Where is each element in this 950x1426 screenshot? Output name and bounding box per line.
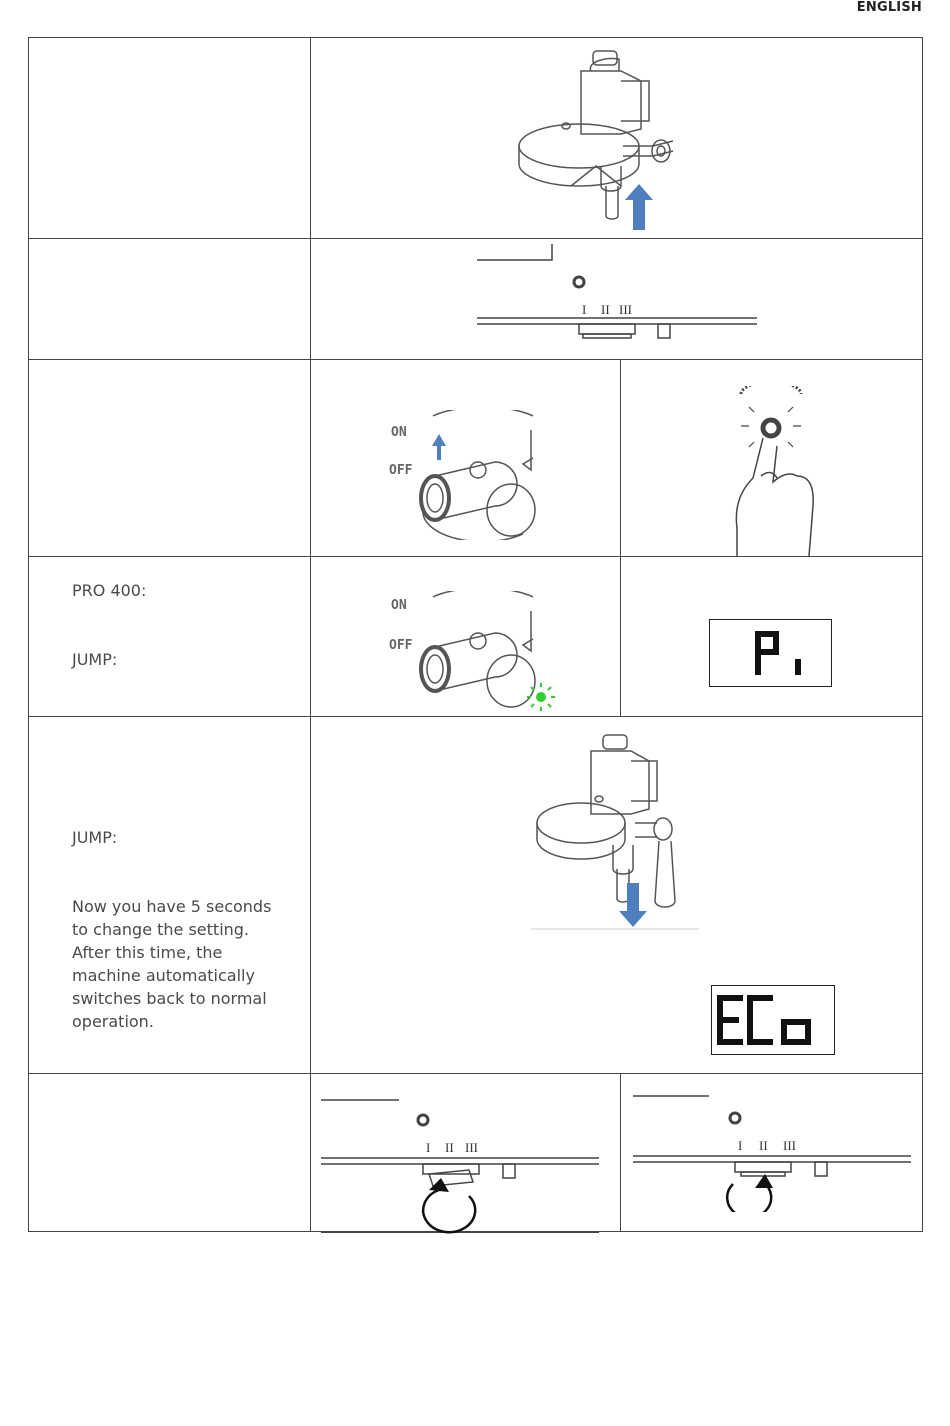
on-label: ON	[391, 598, 407, 613]
position-ii: II	[601, 302, 610, 317]
green-led-icon	[527, 683, 555, 711]
step-3-switch-cell	[311, 360, 621, 557]
instruction-line: to change the setting.	[72, 920, 250, 939]
step-4-display-cell	[621, 557, 923, 717]
position-ii: II	[445, 1140, 454, 1155]
step-1-figure-cell	[311, 38, 923, 239]
step-3-text-cell	[29, 360, 311, 557]
position-iii: III	[619, 302, 632, 317]
arrow-up-icon	[625, 184, 653, 230]
step-4-switch-cell	[311, 557, 621, 717]
step-3-button-cell	[621, 360, 923, 557]
instruction-line: Now you have 5 seconds	[72, 897, 272, 916]
instruction-line: switches back to normal	[72, 989, 267, 1008]
control-panel-switch-figure	[475, 242, 765, 350]
switch-rotate-right-figure	[631, 1092, 913, 1212]
instruction-line: machine automatically	[72, 966, 255, 985]
instruction-line: After this time, the	[72, 943, 223, 962]
arrow-down-icon	[619, 883, 647, 927]
instruction-text	[72, 895, 271, 1033]
step-2-figure-cell	[311, 239, 923, 360]
display-p1-segments	[710, 620, 830, 685]
display-eco-segments	[712, 986, 834, 1054]
off-label: OFF	[389, 638, 413, 653]
position-i: I	[582, 302, 587, 317]
button-press-figure	[721, 386, 831, 556]
switch-rotate-left-figure	[319, 1094, 601, 1234]
step-row-5	[29, 717, 923, 1074]
model-pro400-label: PRO 400:	[72, 581, 147, 600]
group-head-lever-down-figure	[531, 733, 701, 933]
step-6-rotate-right-cell	[621, 1074, 923, 1232]
step-row-2	[29, 239, 923, 360]
power-switch-led-figure	[383, 591, 563, 713]
display-eco	[711, 985, 835, 1055]
step-6-text-cell	[29, 1074, 311, 1232]
on-label: ON	[391, 425, 407, 440]
language-label: ENGLISH	[856, 0, 922, 15]
step-row-6	[29, 1074, 923, 1232]
arrow-up-icon	[432, 434, 446, 460]
step-row-3	[29, 360, 923, 557]
model-jump-label: JUMP:	[72, 650, 118, 669]
step-2-text-cell	[29, 239, 311, 360]
model-jump-label: JUMP:	[72, 828, 118, 847]
power-switch-on-figure	[383, 410, 553, 540]
instruction-line: operation.	[72, 1012, 154, 1031]
step-5-text-cell	[29, 717, 311, 1074]
step-row-1	[29, 38, 923, 239]
display-p1	[709, 619, 832, 687]
off-label: OFF	[389, 463, 413, 478]
position-ii: II	[759, 1138, 768, 1153]
step-1-text-cell	[29, 38, 311, 239]
position-i: I	[426, 1140, 431, 1155]
position-iii: III	[783, 1138, 796, 1153]
step-5-figure-cell	[311, 717, 923, 1074]
instruction-table	[28, 37, 923, 1232]
group-head-lever-up-figure	[511, 46, 711, 234]
step-6-rotate-left-cell	[311, 1074, 621, 1232]
step-row-4	[29, 557, 923, 717]
position-iii: III	[465, 1140, 478, 1155]
rotate-arrow-icon	[423, 1190, 475, 1232]
step-4-text-cell	[29, 557, 311, 717]
position-i: I	[738, 1138, 743, 1153]
